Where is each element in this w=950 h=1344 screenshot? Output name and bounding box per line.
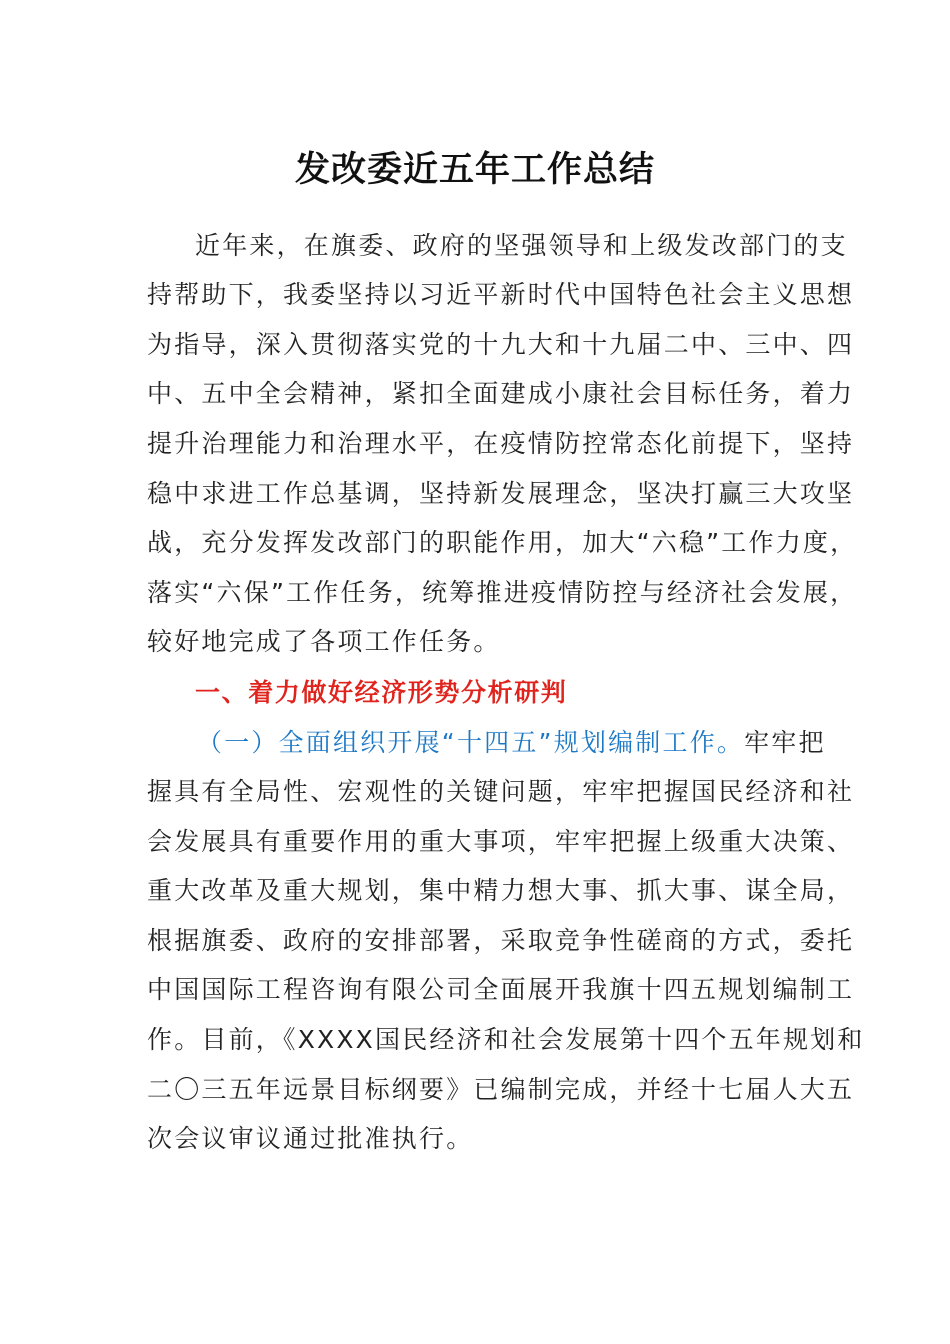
- document-title: 发改委近五年工作总结: [294, 149, 655, 190]
- intro-line-6: 稳中求进工作总基调，坚持新发展理念，坚决打赢三大攻坚: [147, 479, 855, 508]
- subsection-line-6: 中国国际工程咨询有限公司全面展开我旗十四五规划编制工: [147, 975, 855, 1004]
- intro-line-9: 较好地完成了各项工作任务。: [147, 627, 501, 656]
- subsection-heading: （一）全面组织开展“十四五”规划编制工作。: [197, 728, 745, 757]
- subsection-line-5: 根据旗委、政府的安排部署，采取竞争性磋商的方式，委托: [147, 926, 855, 955]
- subsection-first-line-rest: 牢牢把: [744, 728, 826, 757]
- intro-line-8: 落实“六保”工作任务，统筹推进疫情防控与经济社会发展，: [147, 578, 858, 607]
- subsection-line-9: 次会议审议通过批准执行。: [147, 1124, 474, 1153]
- subsection-first-line: [197, 723, 826, 759]
- subsection-line-2: 握具有全局性、宏观性的关键问题，牢牢把握国民经济和社: [147, 777, 855, 806]
- intro-line-4: 中、五中全会精神，紧扣全面建成小康社会目标任务，着力: [147, 379, 855, 408]
- intro-line-5: 提升治理能力和治理水平，在疫情防控常态化前提下，坚持: [147, 429, 855, 458]
- intro-line-7: 战，充分发挥发改部门的职能作用，加大“六稳”工作力度，: [147, 528, 858, 557]
- subsection-line-7: 作。目前，《XXXX国民经济和社会发展第十四个五年规划和: [147, 1025, 865, 1054]
- intro-line-2: 持帮助下，我委坚持以习近平新时代中国特色社会主义思想: [147, 280, 855, 309]
- subsection-line-4: 重大改革及重大规划，集中精力想大事、抓大事、谋全局，: [147, 876, 855, 905]
- intro-line-1: 近年来，在旗委、政府的坚强领导和上级发改部门的支: [195, 231, 848, 260]
- section-heading-1: 一、着力做好经济形势分析研判: [195, 678, 568, 707]
- subsection-line-8: 二〇三五年远景目标纲要》已编制完成，并经十七届人大五: [147, 1075, 855, 1104]
- intro-line-3: 为指导，深入贯彻落实党的十九大和十九届二中、三中、四: [147, 330, 855, 359]
- subsection-line-3: 会发展具有重要作用的重大事项，牢牢把握上级重大决策、: [147, 827, 855, 856]
